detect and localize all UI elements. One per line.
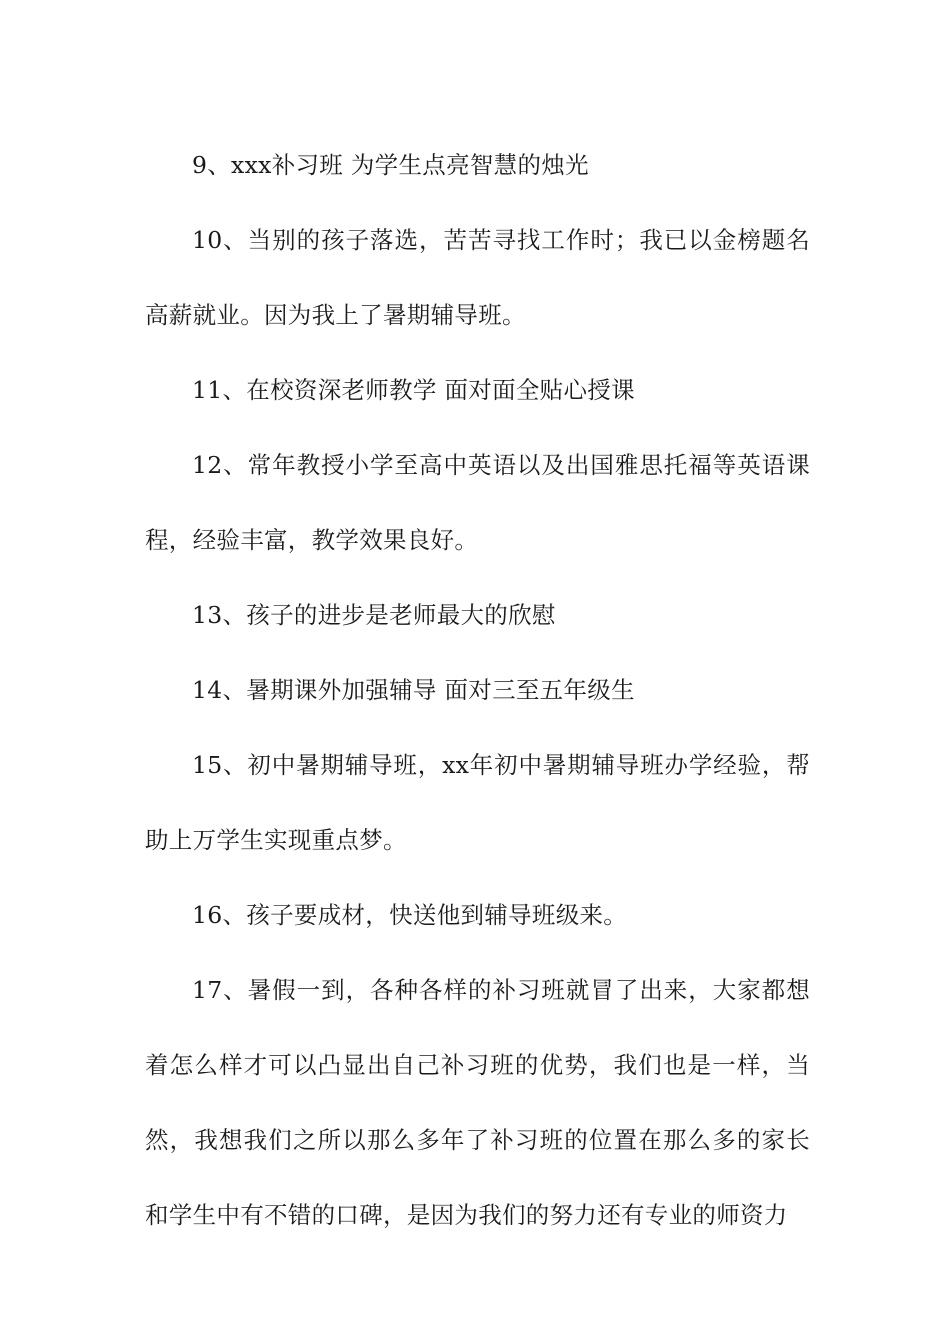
- paragraph-17: 17、暑假一到，各种各样的补习班就冒了出来，大家都想着怎么样才可以凸显出自己补习班的优势，我们也是一样，当然，我想我们之所以那么多年了补习班的位置在那么多的家长和学生中有不错的口碑，是因为我们的努力还有专业的师资力: [145, 976, 810, 1229]
- paragraph-9: 9、xxx补习班 为学生点亮智慧的烛光: [192, 151, 589, 179]
- paragraph-16: 16、孩子要成材，快送他到辅导班级来。: [192, 901, 628, 929]
- paragraph-11: 11、在校资深老师教学 面对面全贴心授课: [192, 376, 635, 404]
- paragraph-13: 13、孩子的进步是老师最大的欣慰: [192, 601, 556, 629]
- paragraph-14: 14、暑期课外加强辅导 面对三至五年级生: [192, 676, 635, 704]
- paragraph-12: 12、常年教授小学至高中英语以及出国雅思托福等英语课程，经验丰富，教学效果良好。: [145, 451, 810, 554]
- paragraph-15: 15、初中暑期辅导班，xx年初中暑期辅导班办学经验，帮助上万学生实现重点梦。: [145, 751, 810, 854]
- document-body: [145, 128, 810, 1253]
- paragraph-10: 10、当别的孩子落选，苦苦寻找工作时；我已以金榜题名高薪就业。因为我上了暑期辅导班。: [145, 226, 810, 329]
